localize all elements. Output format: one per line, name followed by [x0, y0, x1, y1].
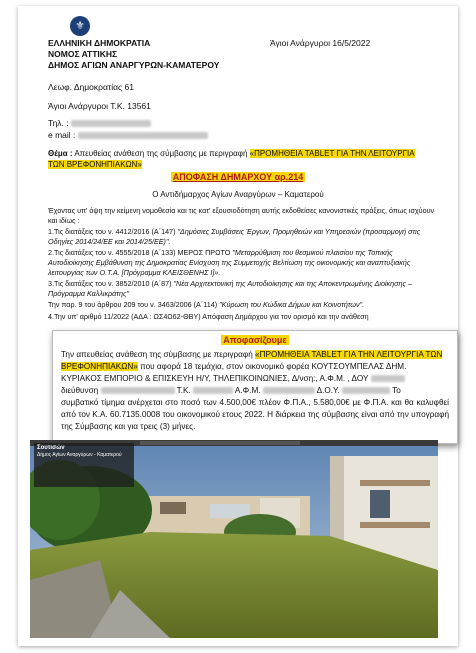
greek-republic-seal-icon: ⚜ [70, 16, 90, 36]
callout-text: Δ.Ο.Υ. [316, 386, 340, 395]
callout-highlight: «ΠΡΟΜΗΘΕΙΑ TABLET ΓΙΑ ΤΗΝ ΛΕΙΤΟΥΡΓΙΑ ΤΩΝ [255, 350, 443, 359]
item-text: 2.Τις διατάξεις του ν. 4555/2018 (Α΄133) ΜΕΡΟΣ ΠΡΩΤΟ [48, 248, 233, 258]
header-city-zip: Άγιοι Ανάργυροι Τ.Κ. 13561 [48, 101, 151, 111]
redacted-address [101, 387, 175, 394]
street-view-photo [30, 440, 438, 638]
item-italic: "Δημόσιες Συμβάσεις Έργων, Προμηθειών και Υπηρεσιών (προσαρμογή στις Οδηγίες 2014/24/ΕΕ και 2014/25/ΕΕ)". [48, 227, 421, 246]
redacted-email [78, 132, 208, 139]
header-place-date: Άγιοι Ανάργυροι 16/5/2022 [270, 38, 371, 48]
callout-title-text: Αποφασίζουμε [223, 335, 287, 345]
decision-item [48, 227, 440, 246]
callout-highlight: ΒΡΕΦΟΝΗΠΙΑΚΩΝ» [61, 362, 138, 371]
header-email [48, 130, 208, 141]
item-text: 1.Τις διατάξεις του ν. 4412/2016 (Α΄147) [48, 227, 178, 237]
address-field [140, 441, 300, 445]
decision-title-text: ΑΠΟΦΑΣΗ ΔΗΜΑΡΧΟΥ αρ.214 [172, 172, 304, 182]
callout-body [61, 349, 449, 433]
callout-text: διεύθυνση [61, 386, 99, 395]
redacted-phone [71, 120, 151, 127]
header-phone [48, 118, 151, 129]
callout-title [53, 335, 457, 345]
callout-text: Τ.Κ. [176, 386, 191, 395]
maps-card-title: Σουτισών [37, 445, 65, 451]
callout-text: συμβατικό τίμημα ανέρχεται στο ποσό των 4.500,00€ πλέον Φ.Π.Α., 5.580,00€ με Φ.Π.Α. και θα καλυφθεί από τον Κ.Α. 60.7135.0008 του οικονομικού ετους 2022. Η διάρκεια της σύμβασης είναι από την υπογραφή της Σύμβασης και για τρεις (3) μήνες. [61, 398, 449, 431]
callout-text: Την απευθείας ανάθεση της σύμβασης με περιγραφή [61, 350, 253, 359]
header-republic: ΕΛΛΗΝΙΚΗ ΔΗΜΟΚΡΑΤΙΑ [48, 38, 151, 48]
header-prefecture: ΝΟΜΟΣ ΑΤΤΙΚΗΣ [48, 49, 118, 59]
decision-item [48, 248, 440, 277]
header-street: Λεωφ. Δημοκρατίας 61 [48, 82, 134, 92]
header-municipality: ΔΗΜΟΣ ΑΓΙΩΝ ΑΝΑΡΓΥΡΩΝ-ΚΑΜΑΤΕΡΟΥ [48, 60, 220, 70]
decision-item [48, 312, 440, 322]
item-text: 4.Την υπ' αριθμό 11/2022 (ΑΔΑ : ΩΣ4Ω62-ΘΒΥ) Απόφαση Δημάρχου για τον ορισμό και την ανάθεση [48, 311, 369, 321]
item-italic: "Κύρωση του Κώδικα Δήμων και Κοινοτήτων". [219, 300, 365, 310]
callout-text: Α.Φ.Μ. [234, 386, 261, 395]
item-italic: "Νέα Αρχιτεκτονική της Αυτοδιοίκησης και της Αποκεντρωμένης Διοίκησης – Πρόγραμμα Καλλικράτης" [48, 279, 412, 298]
item-text: Την παρ. 9 του άρθρου 209 του ν. 3463/2006 (Α΄114) [48, 300, 220, 310]
decision-body [48, 206, 440, 324]
redacted-doy [342, 387, 390, 394]
callout-text: που αφορά 18 τεμάχια, στον οικονομικό φορέα ΚΟΥΤΣΟΥΜΠΕΛΑΣ ΔΗΜ. [137, 362, 407, 371]
redacted-vat [263, 387, 315, 394]
decision-intro: Έχοντας υπ' όψη την κείμενη νομοθεσία και τις κατ' εξουσιοδότηση αυτής εκδοθείσες κανονιστικές πράξεις, όπως ισχύουν και ιδίως : [48, 206, 435, 225]
subject-text: Απευθείας ανάθεση της σύμβασης με περιγραφή [74, 149, 248, 158]
redacted-zip [193, 387, 233, 394]
item-italic: "Μεταρρύθμιση του θεσμικού πλαισίου της Τοπικής Αυτοδιοίκησης Εμβάθυνση της Δημοκρατίας Ενίσχυση της Συμμετοχής Βελτίωση της οικονομικής και αναπτυξιακής λειτουργίας των Ο.Τ.Α. [Πρόγραμμα ΚΛΕΙΣΘΕΝΗΣ Ι]». [48, 248, 411, 277]
redacted-tax-office [371, 375, 405, 382]
maps-card-line: Δήμος Αγίων Αναργύρων - Καματερού [37, 451, 122, 458]
decision-title [18, 172, 458, 182]
subject-highlight-1: «ΠΡΟΜΗΘΕΙΑ TABLET ΓΙΑ ΤΗΝ ΛΕΙΤΟΥΡΓΙΑ [249, 149, 415, 158]
decision-callout [52, 330, 458, 444]
subject-line [48, 148, 438, 170]
decision-item [48, 300, 440, 310]
callout-text: ΚΥΡΙΑΚΟΣ ΕΜΠΟΡΙΟ & ΕΠΙΣΚΕΥΗ Η/Υ, ΤΗΛΕΠΙΚΟΙΝΩΝΙΕΣ, Δ/νση:, Α.Φ.Μ. , ΔΟΥ [61, 374, 369, 383]
maps-info-card[interactable] [34, 443, 134, 487]
callout-text: Το [392, 386, 401, 395]
phone-label: Τηλ. : [48, 118, 69, 128]
item-text: 3.Τις διατάξεις του ν. 3852/2010 (Α΄87) [48, 279, 174, 289]
subject-highlight-2: ΤΩΝ ΒΡΕΦΟΝΗΠΙΑΚΩΝ» [48, 160, 142, 169]
email-label: e mail : [48, 130, 76, 140]
decision-subtitle: Ο Αντιδήμαρχος Αγίων Αναργύρων – Καματερού [152, 190, 324, 199]
subject-label: Θέμα : [48, 149, 73, 158]
decision-item [48, 279, 440, 298]
